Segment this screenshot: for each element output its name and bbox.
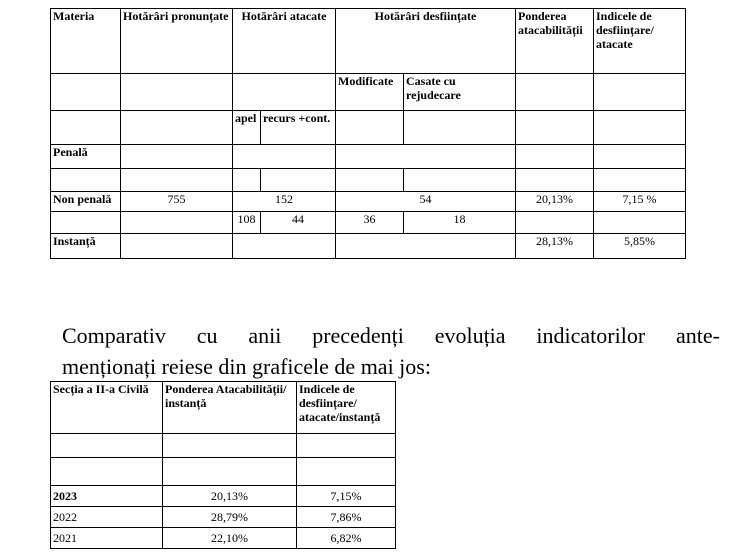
empty-cell <box>594 169 686 192</box>
header-recurs: recurs +cont. <box>261 111 336 145</box>
empty-cell <box>594 145 686 169</box>
year-cell: 2021 <box>51 528 163 549</box>
empty-cell <box>121 234 233 259</box>
ponderea-cell: 22,10% <box>163 528 297 549</box>
ponderea-cell: 28,79% <box>163 507 297 528</box>
header-desfiintate: Hotărâri desființate <box>336 9 516 74</box>
table-row <box>51 528 396 549</box>
empty-cell <box>297 458 396 486</box>
empty-cell <box>594 111 686 145</box>
header-atacate: Hotărâri atacate <box>233 9 336 74</box>
empty-cell <box>594 212 686 234</box>
empty-cell <box>121 145 233 169</box>
empty-cell <box>163 458 297 486</box>
value-casate: 18 <box>404 212 516 234</box>
empty-cell <box>233 74 336 111</box>
indicele-cell: 6,82% <box>297 528 396 549</box>
indicele-cell: 7,86% <box>297 507 396 528</box>
value-ponderea-instanta: 28,13% <box>516 234 594 259</box>
empty-cell <box>51 212 121 234</box>
header-ponderea-instanta: Ponderea Atacabilității/ instanță <box>163 382 297 434</box>
value-indicele-instanta: 5,85% <box>594 234 686 259</box>
value-desfiintate: 54 <box>336 192 516 212</box>
empty-cell <box>233 145 336 169</box>
paragraph-line2: menționați reiese din graficele de mai jos: <box>62 354 431 379</box>
empty-cell <box>121 111 233 145</box>
empty-cell <box>516 212 594 234</box>
empty-cell <box>516 111 594 145</box>
header-sectia: Secția a II-a Civilă <box>51 382 163 434</box>
value-ponderea: 20,13% <box>516 192 594 212</box>
header-apel: apel <box>233 111 261 145</box>
empty-cell <box>516 169 594 192</box>
header-pronuntate: Hotărâri pronunțate <box>121 9 233 74</box>
empty-cell <box>404 169 516 192</box>
header-indicele-instanta: Indicele de desființare/ atacate/instanță <box>297 382 396 434</box>
header-modificate: Modificate <box>336 74 404 111</box>
empty-cell <box>336 169 404 192</box>
header-ponderea: Ponderea atacabilității <box>516 9 594 74</box>
empty-cell <box>163 434 297 458</box>
paragraph-line1: Comparativ cu anii precedenți evoluția indicatorilor ante- <box>62 323 720 348</box>
empty-cell <box>51 111 121 145</box>
value-recurs: 44 <box>261 212 336 234</box>
header-materia: Materia <box>51 9 121 74</box>
value-atacate: 152 <box>233 192 336 212</box>
empty-cell <box>121 74 233 111</box>
empty-cell <box>51 434 163 458</box>
empty-cell <box>594 74 686 111</box>
row-label-nonpenala: Non penală <box>51 192 121 212</box>
row-label-penala: Penală <box>51 145 121 169</box>
row-label-instanta: Instanță <box>51 234 121 259</box>
table-row <box>51 486 396 507</box>
empty-cell <box>121 212 233 234</box>
empty-cell <box>516 145 594 169</box>
value-modificate: 36 <box>336 212 404 234</box>
empty-cell <box>121 169 233 192</box>
empty-cell <box>261 169 336 192</box>
indicele-cell: 7,15% <box>297 486 396 507</box>
empty-cell <box>516 74 594 111</box>
value-indicele: 7,15 % <box>594 192 686 212</box>
header-casate: Casate cu rejudecare <box>404 74 516 111</box>
value-apel: 108 <box>233 212 261 234</box>
empty-cell <box>51 74 121 111</box>
table-row <box>51 507 396 528</box>
empty-cell <box>404 111 516 145</box>
empty-cell <box>336 111 404 145</box>
empty-cell <box>336 145 516 169</box>
header-indicele: Indicele de desființare/ atacate <box>594 9 686 74</box>
empty-cell <box>51 169 121 192</box>
year-cell: 2022 <box>51 507 163 528</box>
empty-cell <box>233 169 261 192</box>
empty-cell <box>51 458 163 486</box>
empty-cell <box>336 234 516 259</box>
statistics-table <box>50 8 686 259</box>
comparison-table <box>50 381 396 549</box>
ponderea-cell: 20,13% <box>163 486 297 507</box>
empty-cell <box>297 434 396 458</box>
value-pronuntate: 755 <box>121 192 233 212</box>
year-cell: 2023 <box>51 486 163 507</box>
empty-cell <box>233 234 336 259</box>
